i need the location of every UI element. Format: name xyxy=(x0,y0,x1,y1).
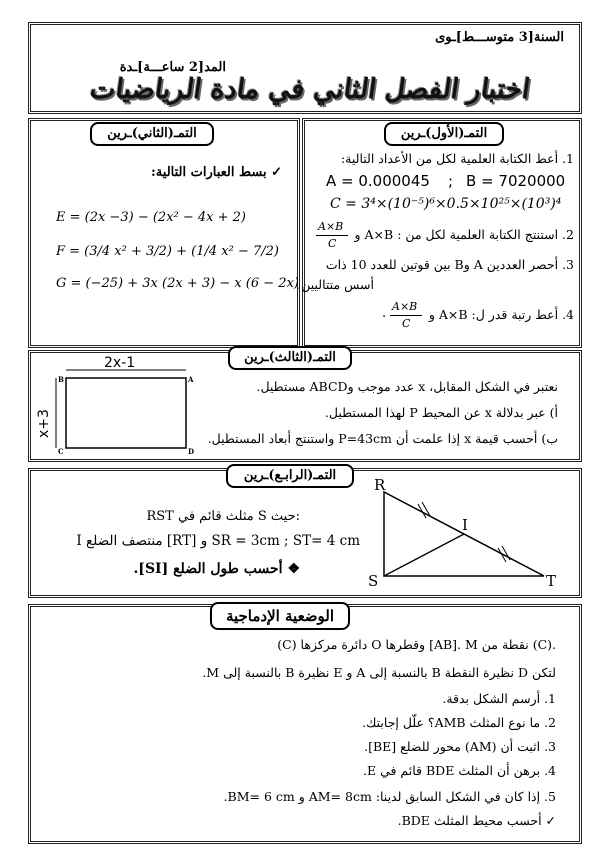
ex4-line-3: ❖ أحسب طول الضلع [SI]. xyxy=(133,561,300,577)
ex1-b-expr: B = 7020000 xyxy=(466,172,566,190)
exercise-1-title: التمـ(الأول)ـرين xyxy=(384,122,504,146)
page-title: اختبار الفصل الثاني في مادة الرياضيات xyxy=(88,74,532,105)
header-level: السنة[3 متوســـط]ـوى xyxy=(435,30,564,45)
ex2-intro: ✓ بسط العبارات التالية: xyxy=(151,165,282,180)
ex1-question-2: 2. استنتج الكتابة العلمية لكل من : A×B و xyxy=(354,227,574,242)
final-line-1: (C) دائرة مركزها O وقطرها [AB]. M نقطة من (C). xyxy=(277,637,556,652)
ex3-line-1: نعتبر في الشكل المقابل، x عدد موجب وABCD مستطيل. xyxy=(256,379,558,394)
width-label: 2x-1 xyxy=(104,356,136,371)
ex2-f-expr: F = (3/4 x² + 3/2) + (1/4 x² − 7/2) xyxy=(56,244,279,259)
final-line-8: ✓ أحسب محيط المثلث BDE. xyxy=(397,813,556,828)
exercise-4-title: التمـ(الرابـع)ـرين xyxy=(226,464,354,488)
ex3-line-2: أ) عبر بدلالة x عن المحيط P لهذا المستطيل. xyxy=(324,405,558,420)
ex1-q2-frac-bar xyxy=(316,235,348,236)
vertex-d: D xyxy=(188,447,195,456)
exercise-3-title: التمـ(الثالث)ـرين xyxy=(228,346,352,370)
vertex-b: B xyxy=(58,375,64,384)
final-line-2: لتكن D نظيرة النقطة B بالنسبة إلى A و E نظيرة B بالنسبة إلى M. xyxy=(202,665,556,680)
final-line-3: 1. أرسم الشكل بدقة. xyxy=(442,691,556,706)
vertex-c: C xyxy=(58,447,64,456)
label-r: R xyxy=(374,476,386,494)
final-line-7: 5. إذا كان في الشكل السابق لدينا: AM= 8cm و BM= 6 cm. xyxy=(223,789,556,804)
vertex-a: A xyxy=(188,375,194,384)
label-t: T xyxy=(546,572,557,590)
header-duration: المد[2 ساعـــة]ـدة xyxy=(119,60,226,75)
ex1-question-3b: أسس متتاليين. xyxy=(297,277,374,292)
ex1-q2-frac-bot: C xyxy=(328,237,337,250)
label-s: S xyxy=(368,572,379,590)
ex1-sep: ; xyxy=(448,172,454,190)
ex1-q4-dot: . xyxy=(382,306,387,321)
ex1-a-expr: A = 0.000045 xyxy=(326,172,430,190)
final-line-4: 2. ما نوع المثلث AMB؟ علّل إجابتك. xyxy=(362,715,556,730)
final-line-5: 3. اثبت أن (AM) محور للضلع [BE]. xyxy=(364,739,556,754)
ex1-question-1: 1. أعط الكتابة العلمية لكل من الأعداد التالية: xyxy=(340,151,574,166)
median-si xyxy=(384,534,464,576)
ex4-line-1: RST مثلث قائم في S حيث: xyxy=(146,509,300,524)
label-i: I xyxy=(462,516,468,534)
final-title: الوضعية الإدماجية xyxy=(210,602,350,630)
exercise-2-frame xyxy=(28,118,300,348)
ex1-question-3a: 3. أحصر العددين A وB بين قوتين للعدد 10 ذات xyxy=(325,257,574,272)
ex1-q4-frac-bar xyxy=(390,315,422,316)
ex1-q4-frac-bot: C xyxy=(402,317,411,330)
ex4-line-2: I منتصف الضلع [RT] و SR = 3cm ; ST= 4 cm xyxy=(76,533,360,549)
ex1-q2-frac-top: A×B xyxy=(318,220,344,233)
ex2-e-expr: E = (2x −3) − (2x² − 4x + 2) xyxy=(56,210,246,225)
ex1-c-expr: C = 3⁴×(10⁻⁵)⁶×0.5×10²⁵×(10³)⁴ xyxy=(330,196,562,212)
ex3-line-3: ب) أحسب قيمة x إذا علمت أن P=43cm واستنتج أبعاد المستطيل. xyxy=(207,431,558,446)
ex2-g-expr: G = (−25) + 3x (2x + 3) − x (6 − 2x) xyxy=(56,276,299,291)
rectangle-abcd xyxy=(66,378,186,448)
ex1-q4-frac-top: A×B xyxy=(392,300,418,313)
ex1-question-4: 4. أعط رتبة قدر ل: A×B و xyxy=(428,307,574,322)
height-label: x+3 xyxy=(36,409,52,438)
exercise-2-title: التمـ(الثاني)ـرين xyxy=(90,122,214,146)
final-line-6: 4. برهن أن المثلث BDE قائم في E. xyxy=(362,763,556,778)
rectangle-abcd-figure xyxy=(34,356,204,458)
triangle-rst-figure xyxy=(362,474,562,590)
